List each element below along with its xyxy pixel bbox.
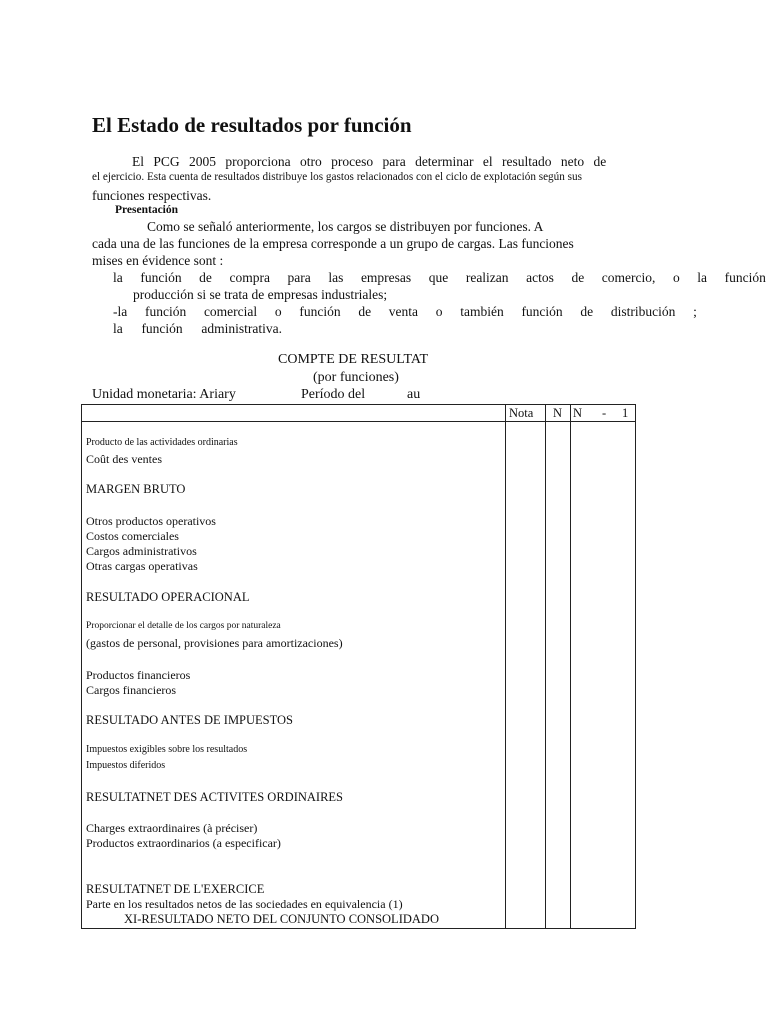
bullet-word: ; xyxy=(693,304,697,319)
bullet-word: comercio, xyxy=(601,270,656,285)
presentacion-heading: Presentación xyxy=(115,204,179,216)
bullet-word: de xyxy=(571,270,585,285)
bullet-word: también xyxy=(460,304,504,319)
intro-line-2: el ejercicio. Esta cuenta de resultados distribuye los gastos relacionados con el ciclo de explotación según sus xyxy=(92,171,582,183)
bullet-word: compra xyxy=(229,270,270,285)
row-cargos-financieros: Cargos financieros xyxy=(86,683,177,697)
col-header-n1-b: - xyxy=(602,406,607,420)
row-cargos-administrativos: Cargos administrativos xyxy=(86,544,197,558)
row-producto-actividades: Producto de las actividades ordinarias xyxy=(86,437,238,448)
presentacion-line-2: cada una de las funciones de la empresa corresponde a un grupo de cargas. Las funciones xyxy=(92,236,574,251)
bullet-word: o xyxy=(435,304,443,319)
bullet-word: para xyxy=(287,270,311,285)
bullet-word: de xyxy=(199,270,212,285)
bullet-line-1 xyxy=(113,270,766,286)
presentacion-line-3: mises en évidence sont : xyxy=(92,253,224,268)
bullet-word: o xyxy=(274,304,282,319)
bullet-word: de xyxy=(580,304,594,319)
row-resultado-neto-consolidado: XI-RESULTADO NETO DEL CONJUNTO CONSOLIDADO xyxy=(124,912,439,926)
bullet-word: administrativa. xyxy=(201,321,282,336)
row-otros-productos: Otros productos operativos xyxy=(86,514,216,528)
bullet-word: las xyxy=(328,270,344,285)
statement-subtitle: (por funciones) xyxy=(313,370,399,385)
bullet-word: la xyxy=(113,270,123,285)
bullet-word: venta xyxy=(388,304,419,319)
row-impuestos-diferidos: Impuestos diferidos xyxy=(86,760,166,771)
bullet-word: la xyxy=(113,321,123,336)
period-to-label: au xyxy=(407,387,421,402)
bullet-word: función xyxy=(144,304,187,319)
row-productos-extraordinarios: Productos extraordinarios (a especificar) xyxy=(86,836,281,850)
row-impuestos-exigibles: Impuestos exigibles sobre los resultados xyxy=(86,744,248,755)
period-label: Período del xyxy=(301,387,366,402)
row-detalle-cargos: Proporcionar el detalle de los cargos por naturaleza xyxy=(86,621,281,631)
bullet-word: empresas xyxy=(360,270,412,285)
col-header-n: N xyxy=(553,406,563,420)
bullet-word: la xyxy=(697,270,708,285)
presentacion-line-1: Como se señaló anteriormente, los cargos se distribuyen por funciones. A xyxy=(147,219,544,234)
page-title: El Estado de resultados por función xyxy=(92,113,412,137)
bullet-word: función xyxy=(141,321,183,336)
unit-label: Unidad monetaria: Ariary xyxy=(92,387,236,402)
row-charges-extraordinaires: Charges extraordinaires (à préciser) xyxy=(86,821,258,835)
row-gastos-personal: (gastos de personal, provisiones para amortizaciones) xyxy=(86,636,343,650)
bullet-word: función xyxy=(140,270,182,285)
bullet-word: comercial xyxy=(203,304,258,319)
statement-title: COMPTE DE RESULTAT xyxy=(278,352,429,367)
row-otras-cargas: Otras cargas operativas xyxy=(86,559,198,573)
col-header-n1-c: 1 xyxy=(622,406,629,420)
intro-line-1 xyxy=(132,154,608,170)
bullet-word: función xyxy=(724,270,766,285)
header-divider xyxy=(82,421,635,422)
row-resultat-activites: RESULTATNET DES ACTIVITES ORDINAIRES xyxy=(86,790,343,804)
bullet-word: distribución xyxy=(610,304,676,319)
bullet-word: -la xyxy=(113,304,128,319)
intro-line-1-text: El PCG 2005 proporciona otro proceso para determinar el resultado neto de xyxy=(132,154,607,169)
bullet-word: o xyxy=(672,270,680,285)
row-parte-resultados: Parte en los resultados netos de las sociedades en equivalencia (1) xyxy=(86,897,403,911)
row-margen-bruto: MARGEN BRUTO xyxy=(86,482,186,496)
bullet-line-3 xyxy=(113,321,282,337)
col-divider-nota xyxy=(505,405,506,928)
col-divider-n xyxy=(545,405,546,928)
bullet-word: actos xyxy=(526,270,554,285)
bullet-word: realizan xyxy=(465,270,509,285)
row-resultado-antes-impuestos: RESULTADO ANTES DE IMPUESTOS xyxy=(86,713,294,727)
row-resultat-exercice: RESULTATNET DE L'EXERCICE xyxy=(86,882,265,896)
bullet-line-2 xyxy=(113,304,697,320)
bullet-word: que xyxy=(428,270,449,285)
col-header-n1-a: N xyxy=(573,406,583,420)
bullet-word: función xyxy=(299,304,341,319)
row-resultado-operacional: RESULTADO OPERACIONAL xyxy=(86,590,250,604)
row-costos-comerciales: Costos comerciales xyxy=(86,529,179,543)
col-divider-n1 xyxy=(570,405,571,928)
bullet-word: de xyxy=(358,304,372,319)
income-statement-table xyxy=(81,404,636,929)
bullet-word: función xyxy=(521,304,563,319)
col-header-nota: Nota xyxy=(509,406,534,420)
intro-line-3: funciones respectivas. xyxy=(92,188,212,203)
bullet-line-1-cont: producción si se trata de empresas industriales; xyxy=(133,287,388,302)
row-cout-ventes: Coût des ventes xyxy=(86,452,162,466)
row-productos-financieros: Productos financieros xyxy=(86,668,191,682)
